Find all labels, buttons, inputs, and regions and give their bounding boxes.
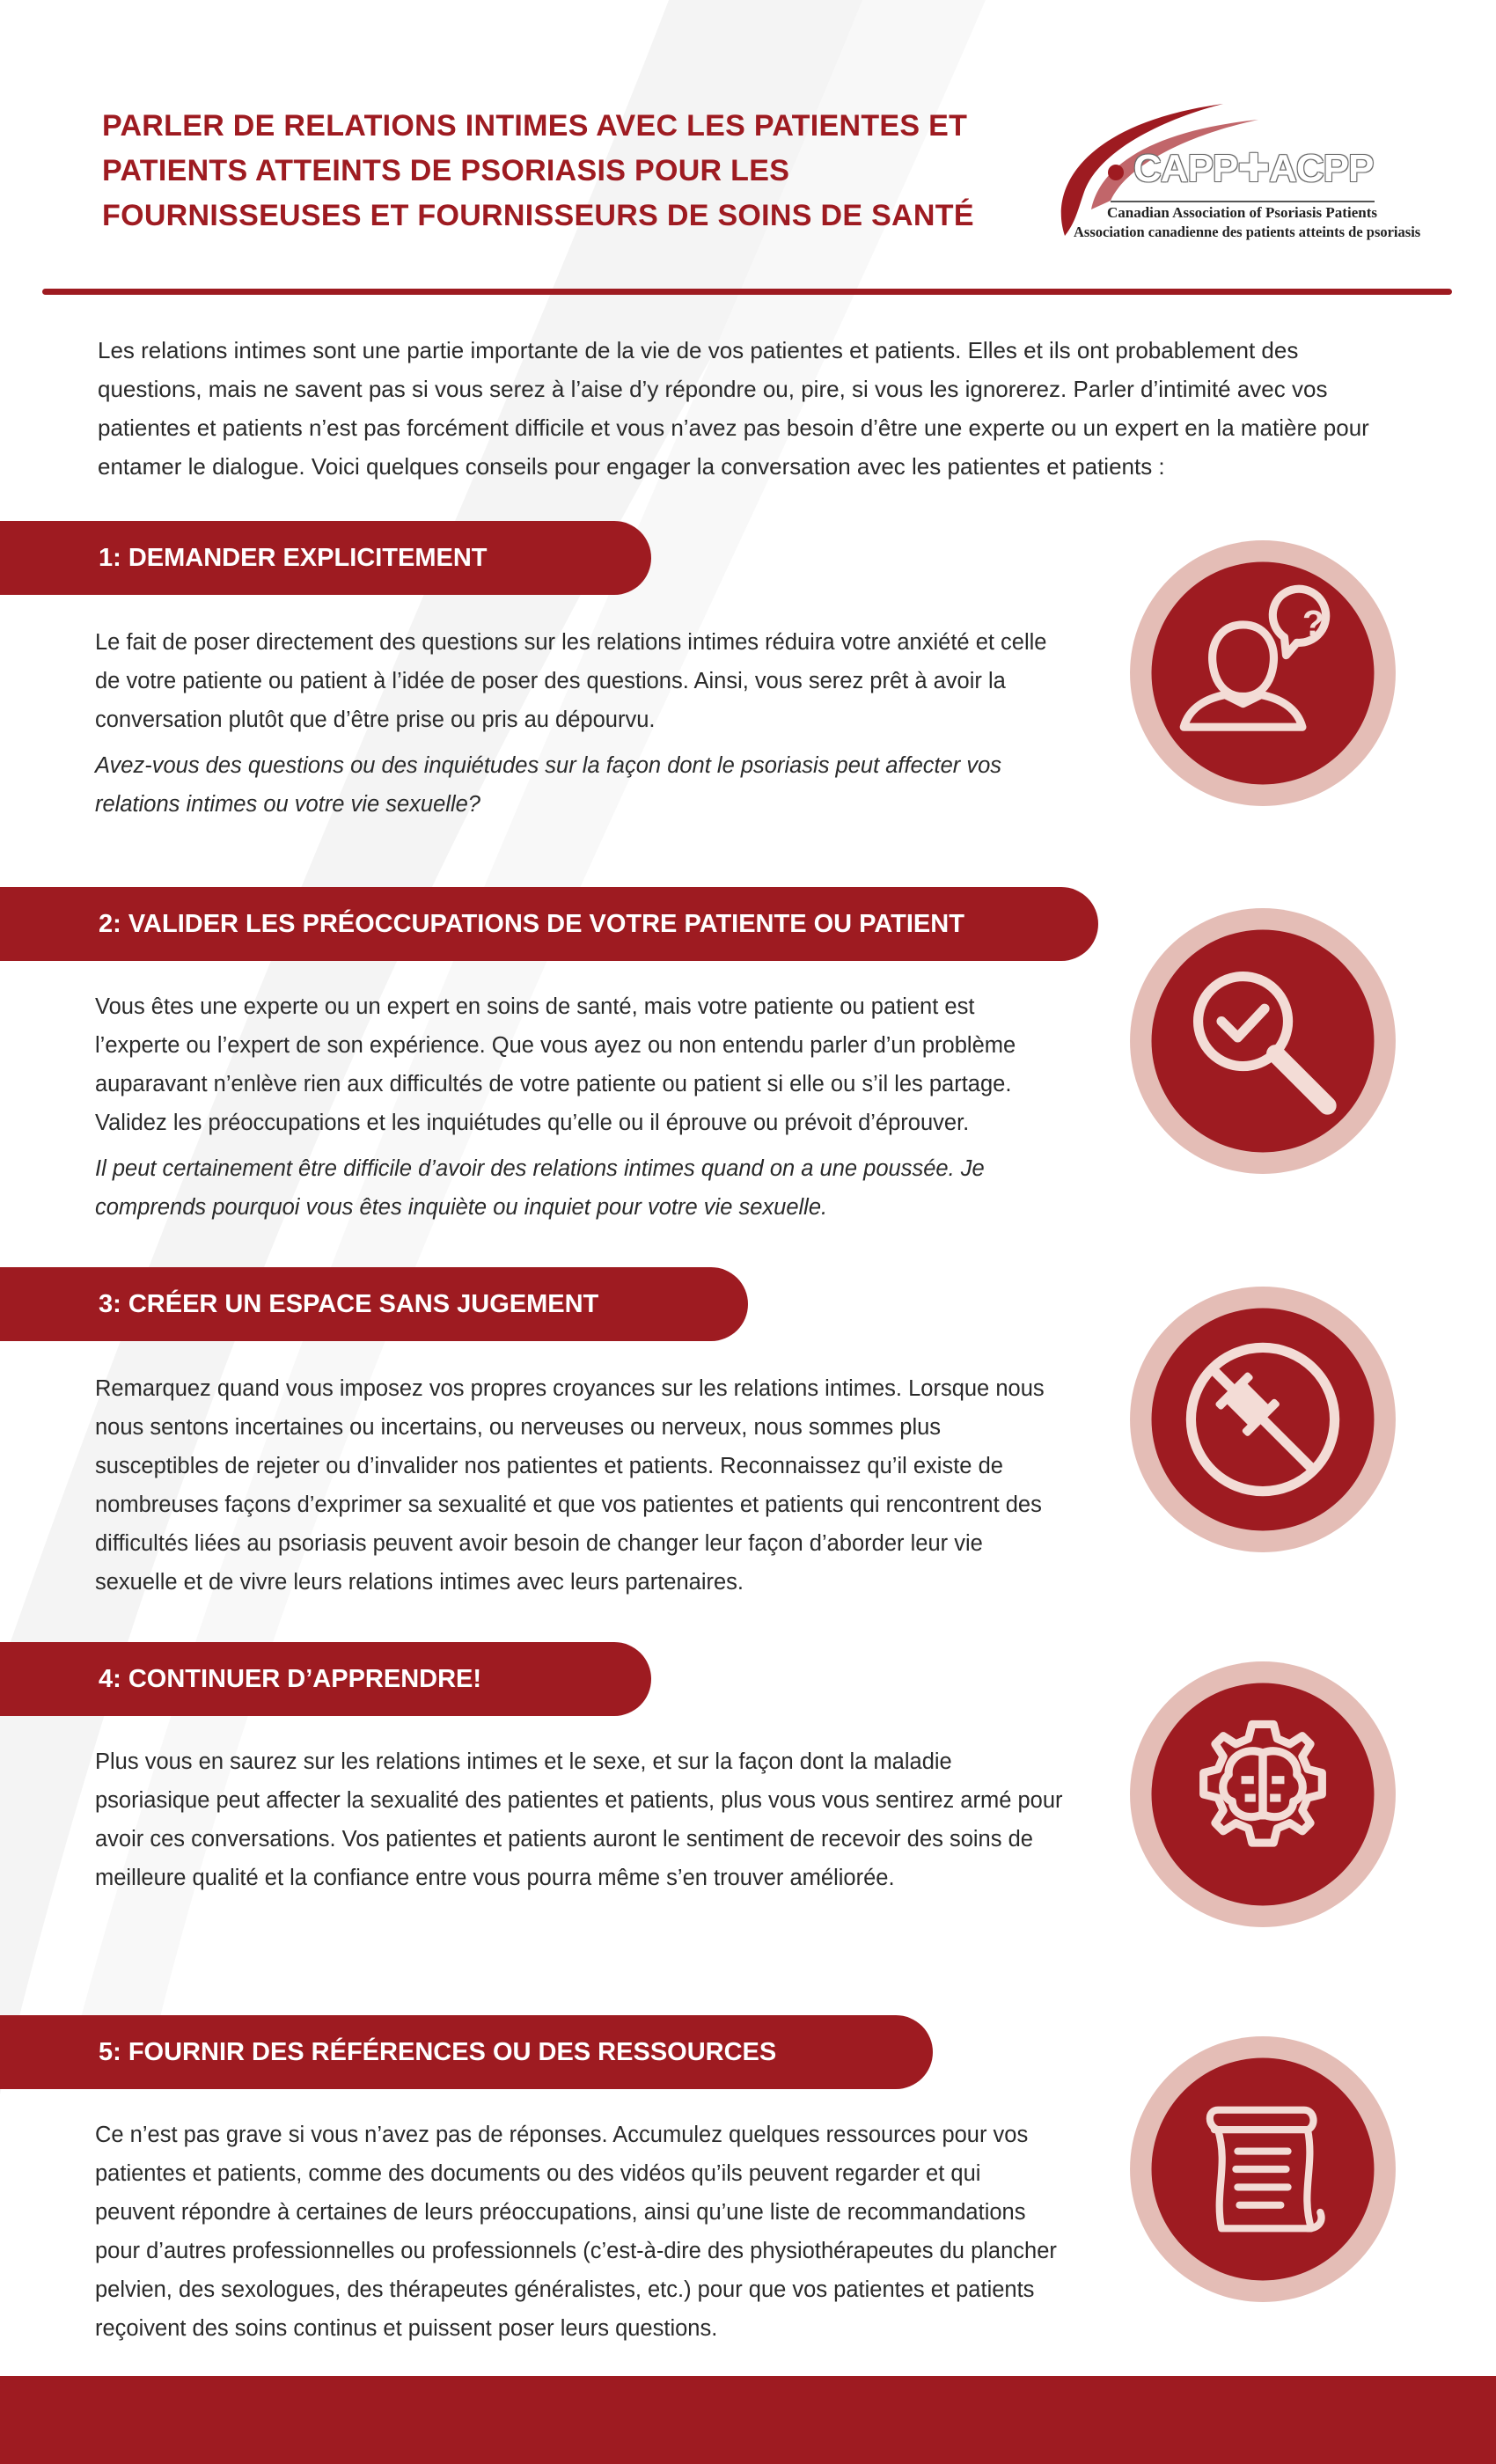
section-heading: 1: DEMANDER EXPLICITEMENT — [0, 521, 651, 595]
section-text — [95, 1742, 1063, 1897]
section-body: Plus vous en saurez sur les relations intimes et le sexe, et sur la façon dont la maladie psoriasique peut affecter la sexualité des patientes et patients, plus vous vous sentirez armé pour avoir ces conversations. Vos patientes et patients auront le sentiment de recevoir des soins de meilleure qualité et la confiance entre vous pourra même s’en trouver améliorée. — [95, 1749, 1063, 1890]
section-text — [95, 623, 1063, 824]
footer-band — [0, 2376, 1496, 2464]
section-heading: 4: CONTINUER D’APPRENDRE! — [0, 1642, 651, 1716]
logo-name-en: Canadian Association of Psoriasis Patients — [1107, 204, 1377, 221]
section-example-quote: Avez-vous des questions ou des inquiétudes sur la façon dont le psoriasis peut affecter vos relations intimes ou votre vie sexuelle? — [95, 753, 1002, 817]
person-question-icon — [1128, 539, 1397, 808]
section-body: Ce n’est pas grave si vous n’avez pas de réponses. Accumulez quelques ressources pour vos patientes et patients, comme des documents ou des vidéos qu’ils peuvent regarder et qui peuvent répondre à certaines de leurs préoccupations, ainsi qu’une liste de recommandations pour d’autres professionnelles ou professionnels (c’est-à-dire des physiothérapeutes du plancher pelvien, des sexologues, des thérapeutes généralistes, etc.) pour que vos patientes et patients reçoivent des soins continus et puissent poser leurs questions. — [95, 2123, 1057, 2341]
section-body: Vous êtes une experte ou un expert en soins de santé, mais votre patiente ou patient est l’experte ou l’expert de son expérience. Que vous ayez ou non entendu parler d’un problème auparavant n’enlève rien aux difficultés de votre patiente ou patient si elle ou s’il les partage. Validez les préoccupations et les inquiétudes qu’elle ou il éprouve ou prévoit d’éprouver. — [95, 994, 1016, 1135]
section-example-quote: Il peut certainement être difficile d’avoir des relations intimes quand on a une poussée. Je comprends pourquoi vous êtes inquiète ou inquiet pour votre vie sexuelle. — [95, 1156, 985, 1220]
section-text — [95, 987, 1063, 1227]
section-text — [95, 1369, 1063, 1602]
section-heading: 5: FOURNIR DES RÉFÉRENCES OU DES RESSOURCES — [0, 2015, 933, 2089]
section-body: Le fait de poser directement des questions sur les relations intimes réduira votre anxiété et celle de votre patiente ou patient à l’idée de poser des questions. Ainsi, vous serez prêt à avoir la conversation plutôt que d’être prise ou pris au dépourvu. — [95, 630, 1047, 732]
logo-wordmark: CAPP✚ACPP — [1133, 147, 1374, 190]
intro-paragraph: Les relations intimes sont une partie importante de la vie de vos patientes et patients. Elles et ils ont probablement des questions, mais ne savent pas si vous serez à l’aise d’y répondre ou, pire, si vous les ignorerez. Parler d’intimité avec vos patientes et patients n’est pas forcément difficile et vous n’avez pas besoin d’être une experte ou un expert en la matière pour entamer le dialogue. Voici quelques conseils pour engager la conversation avec les patientes et patients : — [98, 337, 1369, 480]
logo-name-fr: Association canadienne des patients atteints de psoriasis — [1074, 224, 1421, 240]
no-gavel-icon — [1128, 1285, 1397, 1554]
section-heading: 3: CRÉER UN ESPACE SANS JUGEMENT — [0, 1267, 748, 1341]
header-divider — [42, 289, 1452, 295]
scroll-icon — [1128, 2035, 1397, 2304]
brain-gear-icon — [1128, 1660, 1397, 1929]
magnifier-check-icon — [1128, 906, 1397, 1176]
section-body: Remarquez quand vous imposez vos propres croyances sur les relations intimes. Lorsque nous nous sentons incertaines ou incertains, ou nerveuses ou nerveux, nous sommes plus susceptibles de rejeter ou d’invalider nos patientes et patients. Reconnaissez qu’il existe de nombreuses façons d’exprimer sa sexualité et que vos patientes et patients qui rencontrent des difficultés liées au psoriasis peuvent avoir besoin de changer leur façon d’aborder leur vie sexuelle et de vivre leurs relations intimes avec leurs partenaires. — [95, 1376, 1045, 1595]
logo-divider — [1111, 201, 1375, 202]
section-text — [95, 2116, 1063, 2348]
page-title: PARLER DE RELATIONS INTIMES AVEC LES PATIENTES ET PATIENTS ATTEINTS DE PSORIASIS POUR LES FOURNISSEUSES ET FOURNISSEURS DE SOINS DE SANTÉ — [102, 109, 974, 232]
svg-text:?: ? — [1302, 603, 1324, 644]
capp-acpp-logo — [1030, 95, 1421, 253]
section-heading: 2: VALIDER LES PRÉOCCUPATIONS DE VOTRE PATIENTE OU PATIENT — [0, 887, 1098, 961]
